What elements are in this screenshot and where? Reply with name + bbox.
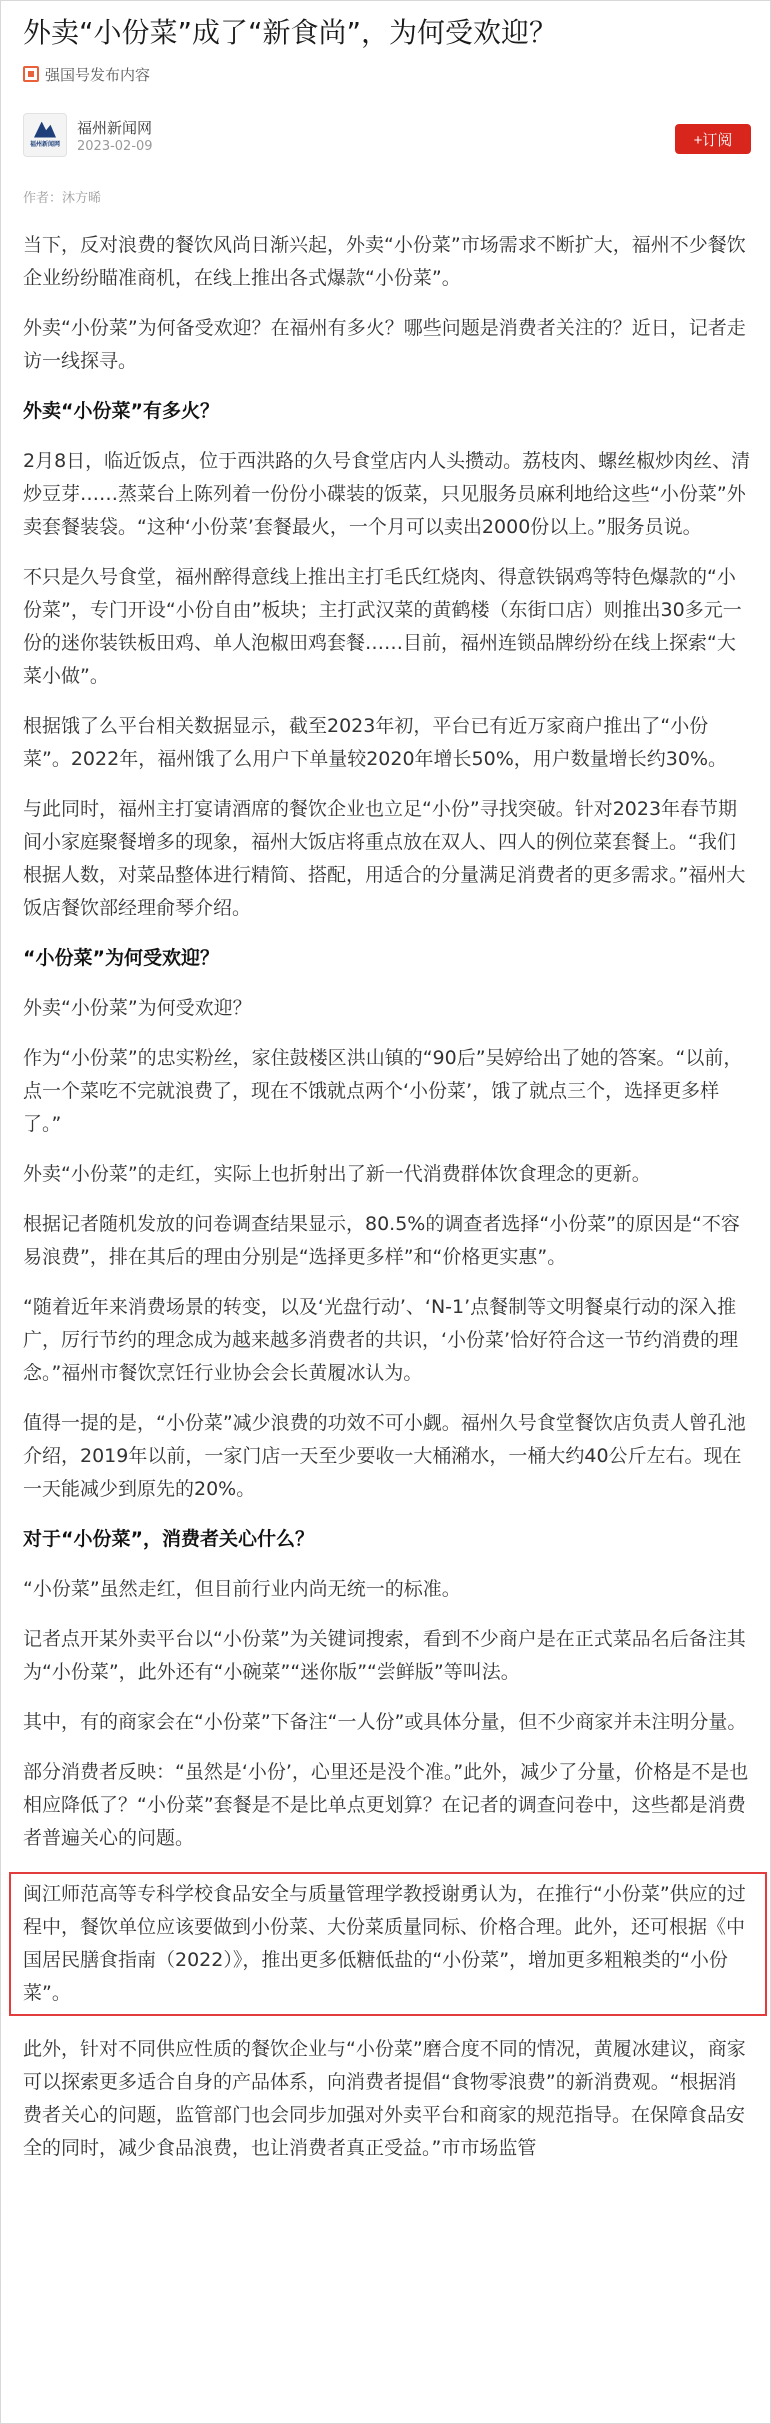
paragraph: 值得一提的是，“小份菜”减少浪费的功效不可小觑。福州久号食堂餐饮店负责人曾孔池介绍，2019年以前，一家门店一天至少要收一大桶潲水，一桶大约40公斤左右。现在一天能减少到原先的20%。 — [23, 1412, 746, 1500]
article-body — [23, 229, 753, 2182]
paragraph: 不只是久号食堂，福州醉得意线上推出主打毛氏红烧肉、得意铁锅鸡等特色爆款的“小份菜”，专门开设“小份自由”板块；主打武汉菜的黄鹤楼（东街口店）则推出30多元一份的迷你装铁板田鸡、单人泡椒田鸡套餐……目前，福州连锁品牌纷纷在线上探索“大菜小做”。 — [23, 566, 742, 687]
publisher-logo[interactable] — [23, 113, 67, 157]
source-tag[interactable] — [23, 63, 150, 85]
source-label: 强国号发布内容 — [45, 65, 151, 84]
paragraph: 2月8日，临近饭点，位于西洪路的久号食堂店内人头攒动。荔枝肉、螺丝椒炒肉丝、清炒豆芽……蒸菜台上陈列着一份份小碟装的饭菜，只见服务员麻利地给这些“小份菜”外卖套餐装袋。“这种‘小份菜’套餐最火，一个月可以卖出2000份以上。”服务员说。 — [23, 450, 751, 538]
paragraph: 外卖“小份菜”的走红，实际上也折射出了新一代消费群体饮食理念的更新。 — [23, 1163, 651, 1185]
paragraph: 外卖“小份菜”为何备受欢迎？在福州有多火？哪些问题是消费者关注的？近日，记者走访一线探寻。 — [23, 317, 746, 372]
section-heading: 对于“小份菜”，消费者关心什么？ — [23, 1528, 314, 1550]
subscribe-button[interactable]: +订阅 — [675, 124, 751, 154]
section-heading: “小份菜”为何受欢迎？ — [23, 947, 219, 969]
section-heading: 外卖“小份菜”有多火？ — [23, 400, 219, 422]
qiangguo-icon — [23, 66, 39, 82]
article-title: 外卖“小份菜”成了“新食尚”，为何受欢迎？ — [23, 16, 558, 49]
logo-text: 福州新闻网 — [29, 140, 60, 148]
paragraph: 根据记者随机发放的问卷调查结果显示，80.5%的调查者选择“小份菜”的原因是“不容易浪费”，排在其后的理由分别是“选择更多样”和“价格更实惠”。 — [23, 1213, 740, 1268]
paragraph: 与此同时，福州主打宴请酒席的餐饮企业也立足“小份”寻找突破。针对2023年春节期间小家庭聚餐增多的现象，福州大饭店将重点放在双人、四人的例位菜套餐上。“我们根据人数，对菜品整体进行精简、搭配，用适合的分量满足消费者的更多需求。”福州大饭店餐饮部经理俞琴介绍。 — [23, 798, 746, 919]
highlighted-paragraph: 闽江师范高等专科学校食品安全与质量管理学教授谢勇认为，在推行“小份菜”供应的过程中，餐饮单位应该要做到小份菜、大份菜质量同标、价格合理。此外，还可根据《中国居民膳食指南（2022）》，推出更多低糖低盐的“小份菜”，增加更多粗粮类的“小份菜”。 — [9, 1872, 767, 2016]
paragraph: “小份菜”虽然走红，但目前行业内尚无统一的标准。 — [23, 1578, 461, 1600]
logo-mark-icon — [34, 122, 56, 138]
paragraph: 当下，反对浪费的餐饮风尚日渐兴起，外卖“小份菜”市场需求不断扩大，福州不少餐饮企业纷纷瞄准商机，在线上推出各式爆款“小份菜”。 — [23, 234, 746, 289]
publish-date: 2023-02-09 — [77, 139, 153, 154]
publisher-block — [23, 113, 753, 165]
paragraph: 外卖“小份菜”为何受欢迎？ — [23, 997, 252, 1019]
publisher-name[interactable]: 福州新闻网 — [77, 119, 153, 137]
paragraph: 根据饿了么平台相关数据显示，截至2023年初，平台已有近万家商户推出了“小份菜”。2022年，福州饿了么用户下单量较2020年增长50%，用户数量增长约30%。 — [23, 715, 728, 770]
author-line: 作者：沐方晞 — [23, 191, 102, 206]
paragraph: 此外，针对不同供应性质的餐饮企业与“小份菜”磨合度不同的情况，黄履冰建议，商家可以探索更多适合自身的产品体系，向消费者提倡“食物零浪费”的新消费观。“根据消费者关心的问题，监管部门也会同步加强对外卖平台和商家的规范指导。在保障食品安全的同时，减少食品浪费，也让消费者真正受益。”市市场监管 — [23, 2038, 746, 2159]
paragraph: 其中，有的商家会在“小份菜”下备注“一人份”或具体分量，但不少商家并未注明分量。 — [23, 1711, 747, 1733]
paragraph: 部分消费者反映：“虽然是‘小份’，心里还是没个准。”此外，减少了分量，价格是不是也相应降低了？“小份菜”套餐是不是比单点更划算？在记者的调查问卷中，这些都是消费者普遍关心的问题。 — [23, 1761, 749, 1849]
paragraph: “随着近年来消费场景的转变，以及‘光盘行动’、‘N-1’点餐制等文明餐桌行动的深入推广，厉行节约的理念成为越来越多消费者的共识，‘小份菜’恰好符合这一节约消费的理念。”福州市餐饮烹饪行业协会会长黄履冰认为。 — [23, 1296, 739, 1384]
paragraph: 作为“小份菜”的忠实粉丝，家住鼓楼区洪山镇的“90后”吴婷给出了她的答案。“以前，点一个菜吃不完就浪费了，现在不饿就点两个‘小份菜’，饿了就点三个，选择更多样了。” — [23, 1047, 743, 1135]
paragraph: 记者点开某外卖平台以“小份菜”为关键词搜索，看到不少商户是在正式菜品名后备注其为“小份菜”，此外还有“小碗菜”“迷你版”“尝鲜版”等叫法。 — [23, 1628, 746, 1683]
